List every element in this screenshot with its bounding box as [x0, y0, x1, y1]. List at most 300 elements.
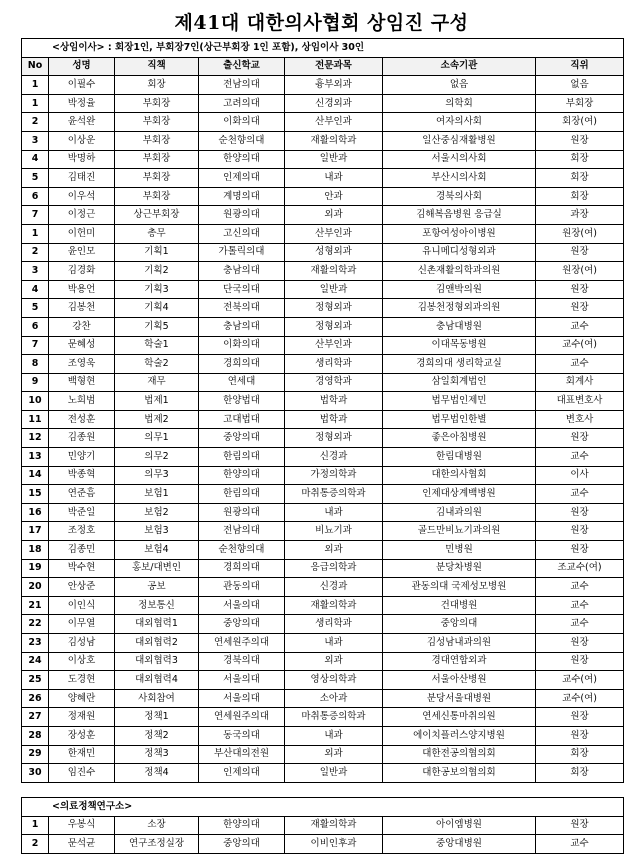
cell-name: 문석균 — [49, 835, 115, 854]
cell-affiliation: 김앤박의원 — [383, 280, 536, 299]
cell-specialty: 일반과 — [285, 150, 383, 169]
cell-no: 19 — [22, 559, 49, 578]
cell-no: 27 — [22, 708, 49, 727]
cell-specialty: 마취통증의학과 — [285, 708, 383, 727]
cell-specialty: 안과 — [285, 187, 383, 206]
cell-specialty: 성형외과 — [285, 243, 383, 262]
cell-position: 부회장 — [115, 131, 199, 150]
cell-affiliation: 좋은아침병원 — [383, 429, 536, 448]
cell-specialty: 산부인과 — [285, 224, 383, 243]
cell-name: 강찬 — [49, 317, 115, 336]
cell-name: 이필수 — [49, 76, 115, 95]
cell-position: 기획4 — [115, 299, 199, 318]
cell-affiliation: 대한전공의협의회 — [383, 745, 536, 764]
cell-position: 부회장 — [115, 169, 199, 188]
cell-no: 28 — [22, 726, 49, 745]
cell-no: 11 — [22, 410, 49, 429]
cell-name: 김태진 — [49, 169, 115, 188]
table-row — [22, 243, 624, 262]
page-title: 제41대 대한의사협회 상임진 구성 — [174, 12, 469, 34]
cell-no: 14 — [22, 466, 49, 485]
cell-title: 원장 — [536, 634, 624, 653]
table-header-row — [22, 57, 624, 76]
cell-school: 전남의대 — [199, 76, 285, 95]
cell-affiliation: 경대연합외과 — [383, 652, 536, 671]
cell-name: 문혜성 — [49, 336, 115, 355]
cell-school: 경북의대 — [199, 652, 285, 671]
cell-position: 기획5 — [115, 317, 199, 336]
cell-no: 9 — [22, 373, 49, 392]
cell-affiliation: 포항여성아이병원 — [383, 224, 536, 243]
cell-name: 김종민 — [49, 541, 115, 560]
cell-no: 12 — [22, 429, 49, 448]
cell-name: 이인식 — [49, 596, 115, 615]
cell-affiliation: 신촌재활의학과의원 — [383, 262, 536, 281]
cell-no: 26 — [22, 689, 49, 708]
cell-position: 보험1 — [115, 485, 199, 504]
cell-name: 임진수 — [49, 764, 115, 783]
cell-school: 동국의대 — [199, 726, 285, 745]
cell-title: 원장 — [536, 503, 624, 522]
cell-specialty: 내과 — [285, 726, 383, 745]
cell-title: 원장(여) — [536, 224, 624, 243]
cell-specialty: 소아과 — [285, 689, 383, 708]
cell-name: 윤석완 — [49, 113, 115, 132]
cell-position: 회장 — [115, 76, 199, 95]
cell-school: 고대법대 — [199, 410, 285, 429]
cell-specialty: 외과 — [285, 652, 383, 671]
cell-name: 안상준 — [49, 578, 115, 597]
cell-school: 중앙의대 — [199, 615, 285, 634]
cell-name: 박수현 — [49, 559, 115, 578]
cell-school: 전북의대 — [199, 299, 285, 318]
institute-table — [21, 797, 624, 854]
cell-name: 우봉식 — [49, 816, 115, 835]
cell-school: 충남의대 — [199, 262, 285, 281]
cell-no: 1 — [22, 224, 49, 243]
cell-title: 원장 — [536, 131, 624, 150]
cell-title: 교수 — [536, 596, 624, 615]
table-row — [22, 708, 624, 727]
cell-school: 순천향의대 — [199, 131, 285, 150]
cell-school: 한양의대 — [199, 816, 285, 835]
cell-specialty: 응급의학과 — [285, 559, 383, 578]
cell-position: 부회장 — [115, 150, 199, 169]
cell-affiliation: 법무법인제민 — [383, 392, 536, 411]
cell-school: 경희의대 — [199, 355, 285, 374]
cell-specialty: 재활의학과 — [285, 596, 383, 615]
table-row — [22, 429, 624, 448]
cell-no: 13 — [22, 448, 49, 467]
cell-position: 상근부회장 — [115, 206, 199, 225]
cell-no: 8 — [22, 355, 49, 374]
cell-name: 이상운 — [49, 131, 115, 150]
cell-affiliation: 민병원 — [383, 541, 536, 560]
cell-no: 2 — [22, 113, 49, 132]
cell-specialty: 재활의학과 — [285, 816, 383, 835]
cell-no: 15 — [22, 485, 49, 504]
table-row — [22, 113, 624, 132]
cell-affiliation: 김성남내과의원 — [383, 634, 536, 653]
cell-title: 없음 — [536, 76, 624, 95]
table-row — [22, 466, 624, 485]
cell-position: 학술2 — [115, 355, 199, 374]
cell-title: 원장 — [536, 541, 624, 560]
cell-affiliation: 부산시의사회 — [383, 169, 536, 188]
cell-title: 원장 — [536, 429, 624, 448]
cell-title: 회계사 — [536, 373, 624, 392]
table-row — [22, 559, 624, 578]
cell-position: 대외협력4 — [115, 671, 199, 690]
cell-name: 김종원 — [49, 429, 115, 448]
table-row — [22, 299, 624, 318]
cell-affiliation: 이대목동병원 — [383, 336, 536, 355]
cell-specialty: 일반과 — [285, 280, 383, 299]
cell-affiliation: 서울시의사회 — [383, 150, 536, 169]
cell-affiliation: 연세신통마취의원 — [383, 708, 536, 727]
cell-affiliation: 의학회 — [383, 94, 536, 113]
cell-specialty: 흉부외과 — [285, 76, 383, 95]
cell-affiliation: 에이치플러스양지병원 — [383, 726, 536, 745]
cell-specialty: 재활의학과 — [285, 131, 383, 150]
cell-no: 10 — [22, 392, 49, 411]
cell-position: 홍보/대변인 — [115, 559, 199, 578]
cell-school: 계명의대 — [199, 187, 285, 206]
cell-name: 박준일 — [49, 503, 115, 522]
cell-position: 재무 — [115, 373, 199, 392]
cell-title: 과장 — [536, 206, 624, 225]
institute-caption: <의료정책연구소> — [22, 798, 624, 817]
header-school: 출신학교 — [199, 57, 285, 76]
cell-no: 20 — [22, 578, 49, 597]
table-row — [22, 835, 624, 854]
cell-title: 원장 — [536, 299, 624, 318]
cell-specialty: 내과 — [285, 169, 383, 188]
cell-title: 교수 — [536, 355, 624, 374]
cell-specialty: 생리학과 — [285, 615, 383, 634]
cell-no: 7 — [22, 206, 49, 225]
cell-affiliation: 아이엠병원 — [383, 816, 536, 835]
cell-title: 회장 — [536, 745, 624, 764]
cell-affiliation: 삼일회계법인 — [383, 373, 536, 392]
cell-position: 대외협력1 — [115, 615, 199, 634]
cell-specialty: 법학과 — [285, 392, 383, 411]
cell-no: 22 — [22, 615, 49, 634]
cell-position: 기획2 — [115, 262, 199, 281]
cell-no: 7 — [22, 336, 49, 355]
cell-no: 6 — [22, 317, 49, 336]
cell-affiliation: 건대병원 — [383, 596, 536, 615]
cell-school: 인제의대 — [199, 764, 285, 783]
cell-school: 원광의대 — [199, 503, 285, 522]
table-row — [22, 634, 624, 653]
cell-school: 가톨릭의대 — [199, 243, 285, 262]
cell-specialty: 비뇨기과 — [285, 522, 383, 541]
cell-school: 한양의대 — [199, 466, 285, 485]
cell-title: 변호사 — [536, 410, 624, 429]
header-position: 직책 — [115, 57, 199, 76]
cell-title: 대표변호사 — [536, 392, 624, 411]
executive-table — [21, 38, 624, 783]
cell-school: 이화의대 — [199, 113, 285, 132]
cell-school: 원광의대 — [199, 206, 285, 225]
cell-name: 박종혁 — [49, 466, 115, 485]
table-row — [22, 392, 624, 411]
cell-title: 회장(여) — [536, 113, 624, 132]
cell-position: 보험3 — [115, 522, 199, 541]
cell-position: 소장 — [115, 816, 199, 835]
cell-school: 고려의대 — [199, 94, 285, 113]
cell-specialty: 재활의학과 — [285, 262, 383, 281]
cell-no: 5 — [22, 169, 49, 188]
table-row — [22, 262, 624, 281]
cell-specialty: 내과 — [285, 503, 383, 522]
cell-name: 김경화 — [49, 262, 115, 281]
cell-specialty: 일반과 — [285, 764, 383, 783]
cell-school: 순천향의대 — [199, 541, 285, 560]
cell-no: 2 — [22, 835, 49, 854]
cell-position: 보험4 — [115, 541, 199, 560]
cell-affiliation: 골드만비뇨기과의원 — [383, 522, 536, 541]
cell-specialty: 마취통증의학과 — [285, 485, 383, 504]
cell-title: 원장 — [536, 652, 624, 671]
cell-position: 학술1 — [115, 336, 199, 355]
cell-position: 보험2 — [115, 503, 199, 522]
cell-specialty: 외과 — [285, 745, 383, 764]
cell-name: 전성훈 — [49, 410, 115, 429]
cell-position: 법제2 — [115, 410, 199, 429]
cell-title: 교수 — [536, 835, 624, 854]
table-row — [22, 280, 624, 299]
table-row — [22, 541, 624, 560]
cell-no: 2 — [22, 243, 49, 262]
cell-position: 대외협력2 — [115, 634, 199, 653]
cell-title: 원장 — [536, 708, 624, 727]
table-row — [22, 764, 624, 783]
cell-position: 기획1 — [115, 243, 199, 262]
cell-affiliation: 한림대병원 — [383, 448, 536, 467]
cell-specialty: 신경외과 — [285, 94, 383, 113]
table-row — [22, 448, 624, 467]
cell-affiliation: 김봉천정형외과의원 — [383, 299, 536, 318]
cell-no: 25 — [22, 671, 49, 690]
table-row — [22, 745, 624, 764]
table-row — [22, 373, 624, 392]
cell-specialty: 생리학과 — [285, 355, 383, 374]
cell-name: 노희범 — [49, 392, 115, 411]
cell-affiliation: 법무법인한별 — [383, 410, 536, 429]
cell-name: 조정호 — [49, 522, 115, 541]
cell-no: 5 — [22, 299, 49, 318]
cell-school: 서울의대 — [199, 689, 285, 708]
cell-title: 교수 — [536, 448, 624, 467]
cell-position: 부회장 — [115, 94, 199, 113]
table-row — [22, 816, 624, 835]
cell-title: 교수 — [536, 615, 624, 634]
cell-affiliation: 없음 — [383, 76, 536, 95]
cell-specialty: 정형외과 — [285, 299, 383, 318]
cell-name: 이정근 — [49, 206, 115, 225]
cell-no: 18 — [22, 541, 49, 560]
cell-position: 대외협력3 — [115, 652, 199, 671]
cell-title: 원장(여) — [536, 262, 624, 281]
cell-specialty: 영상의학과 — [285, 671, 383, 690]
cell-school: 한림의대 — [199, 485, 285, 504]
cell-affiliation: 서울아산병원 — [383, 671, 536, 690]
table-row — [22, 578, 624, 597]
table-row — [22, 596, 624, 615]
cell-school: 충남의대 — [199, 317, 285, 336]
cell-affiliation: 충남대병원 — [383, 317, 536, 336]
cell-specialty: 신경과 — [285, 448, 383, 467]
cell-affiliation: 관동의대 국제성모병원 — [383, 578, 536, 597]
table-row — [22, 689, 624, 708]
table-row — [22, 410, 624, 429]
cell-school: 단국의대 — [199, 280, 285, 299]
table-row — [22, 169, 624, 188]
cell-specialty: 법학과 — [285, 410, 383, 429]
cell-title: 교수(여) — [536, 336, 624, 355]
cell-specialty: 산부인과 — [285, 113, 383, 132]
cell-name: 조영욱 — [49, 355, 115, 374]
cell-title: 회장 — [536, 764, 624, 783]
cell-affiliation: 경희의대 생리학교실 — [383, 355, 536, 374]
header-affiliation: 소속기관 — [383, 57, 536, 76]
cell-title: 교수 — [536, 317, 624, 336]
cell-name: 한재민 — [49, 745, 115, 764]
cell-title: 교수(여) — [536, 671, 624, 690]
cell-affiliation: 대한의사협회 — [383, 466, 536, 485]
cell-no: 29 — [22, 745, 49, 764]
cell-affiliation: 분당차병원 — [383, 559, 536, 578]
cell-name: 민양기 — [49, 448, 115, 467]
cell-specialty: 정형외과 — [285, 317, 383, 336]
header-specialty: 전문과목 — [285, 57, 383, 76]
cell-school: 부산대의전원 — [199, 745, 285, 764]
cell-specialty: 경영학과 — [285, 373, 383, 392]
cell-no: 16 — [22, 503, 49, 522]
cell-title: 원장 — [536, 726, 624, 745]
cell-no: 1 — [22, 94, 49, 113]
cell-name: 이상호 — [49, 652, 115, 671]
cell-position: 총무 — [115, 224, 199, 243]
cell-no: 3 — [22, 131, 49, 150]
cell-specialty: 가정의학과 — [285, 466, 383, 485]
cell-name: 양혜란 — [49, 689, 115, 708]
cell-title: 원장 — [536, 280, 624, 299]
cell-no: 6 — [22, 187, 49, 206]
executive-caption: <상임이사> : 회장1인, 부회장7인(상근부회장 1인 포함), 상임이사 30인 — [22, 39, 624, 58]
cell-school: 중앙의대 — [199, 429, 285, 448]
table-row — [22, 224, 624, 243]
cell-position: 정책2 — [115, 726, 199, 745]
cell-name: 김성남 — [49, 634, 115, 653]
cell-name: 백형현 — [49, 373, 115, 392]
header-name: 성명 — [49, 57, 115, 76]
cell-position: 법제1 — [115, 392, 199, 411]
cell-position: 의무2 — [115, 448, 199, 467]
cell-specialty: 신경과 — [285, 578, 383, 597]
cell-school: 중앙의대 — [199, 835, 285, 854]
cell-affiliation: 경북의사회 — [383, 187, 536, 206]
cell-school: 이화의대 — [199, 336, 285, 355]
cell-affiliation: 분당서울대병원 — [383, 689, 536, 708]
cell-affiliation: 중앙의대 — [383, 615, 536, 634]
cell-school: 연세원주의대 — [199, 708, 285, 727]
table-row — [22, 76, 624, 95]
cell-no: 23 — [22, 634, 49, 653]
cell-no: 24 — [22, 652, 49, 671]
table-row — [22, 615, 624, 634]
cell-school: 한양의대 — [199, 150, 285, 169]
cell-school: 한림의대 — [199, 448, 285, 467]
cell-title: 조교수(여) — [536, 559, 624, 578]
table-row — [22, 94, 624, 113]
cell-specialty: 이비인후과 — [285, 835, 383, 854]
cell-school: 관동의대 — [199, 578, 285, 597]
table-row — [22, 726, 624, 745]
table-row — [22, 150, 624, 169]
cell-name: 연준흠 — [49, 485, 115, 504]
cell-affiliation: 일산중심재활병원 — [383, 131, 536, 150]
cell-position: 연구조정실장 — [115, 835, 199, 854]
cell-name: 김봉천 — [49, 299, 115, 318]
cell-name: 도경현 — [49, 671, 115, 690]
cell-title: 교수(여) — [536, 689, 624, 708]
cell-no: 1 — [22, 816, 49, 835]
table-row — [22, 317, 624, 336]
cell-affiliation: 유니메디성형외과 — [383, 243, 536, 262]
cell-affiliation: 중앙대병원 — [383, 835, 536, 854]
table-row — [22, 187, 624, 206]
cell-name: 이헌미 — [49, 224, 115, 243]
cell-name: 윤인모 — [49, 243, 115, 262]
cell-affiliation: 대한공보의협의회 — [383, 764, 536, 783]
table-row — [22, 652, 624, 671]
cell-title: 회장 — [536, 169, 624, 188]
cell-title: 교수 — [536, 578, 624, 597]
table-row — [22, 522, 624, 541]
cell-school: 인제의대 — [199, 169, 285, 188]
cell-affiliation: 인제대상계백병원 — [383, 485, 536, 504]
cell-position: 기획3 — [115, 280, 199, 299]
cell-no: 17 — [22, 522, 49, 541]
cell-title: 이사 — [536, 466, 624, 485]
cell-school: 고신의대 — [199, 224, 285, 243]
cell-school: 전남의대 — [199, 522, 285, 541]
table-row — [22, 336, 624, 355]
cell-school: 한양법대 — [199, 392, 285, 411]
table-row — [22, 206, 624, 225]
cell-position: 부회장 — [115, 113, 199, 132]
cell-position: 정보통신 — [115, 596, 199, 615]
cell-name: 박정율 — [49, 94, 115, 113]
cell-specialty: 외과 — [285, 206, 383, 225]
cell-position: 공보 — [115, 578, 199, 597]
cell-no: 1 — [22, 76, 49, 95]
cell-school: 연세원주의대 — [199, 634, 285, 653]
cell-name: 박명하 — [49, 150, 115, 169]
cell-position: 정책4 — [115, 764, 199, 783]
cell-title: 교수 — [536, 485, 624, 504]
cell-name: 이우석 — [49, 187, 115, 206]
cell-school: 서울의대 — [199, 596, 285, 615]
cell-no: 30 — [22, 764, 49, 783]
cell-name: 박용언 — [49, 280, 115, 299]
cell-affiliation: 여자의사회 — [383, 113, 536, 132]
cell-affiliation: 김해복음병원 응급실 — [383, 206, 536, 225]
cell-position: 정책1 — [115, 708, 199, 727]
